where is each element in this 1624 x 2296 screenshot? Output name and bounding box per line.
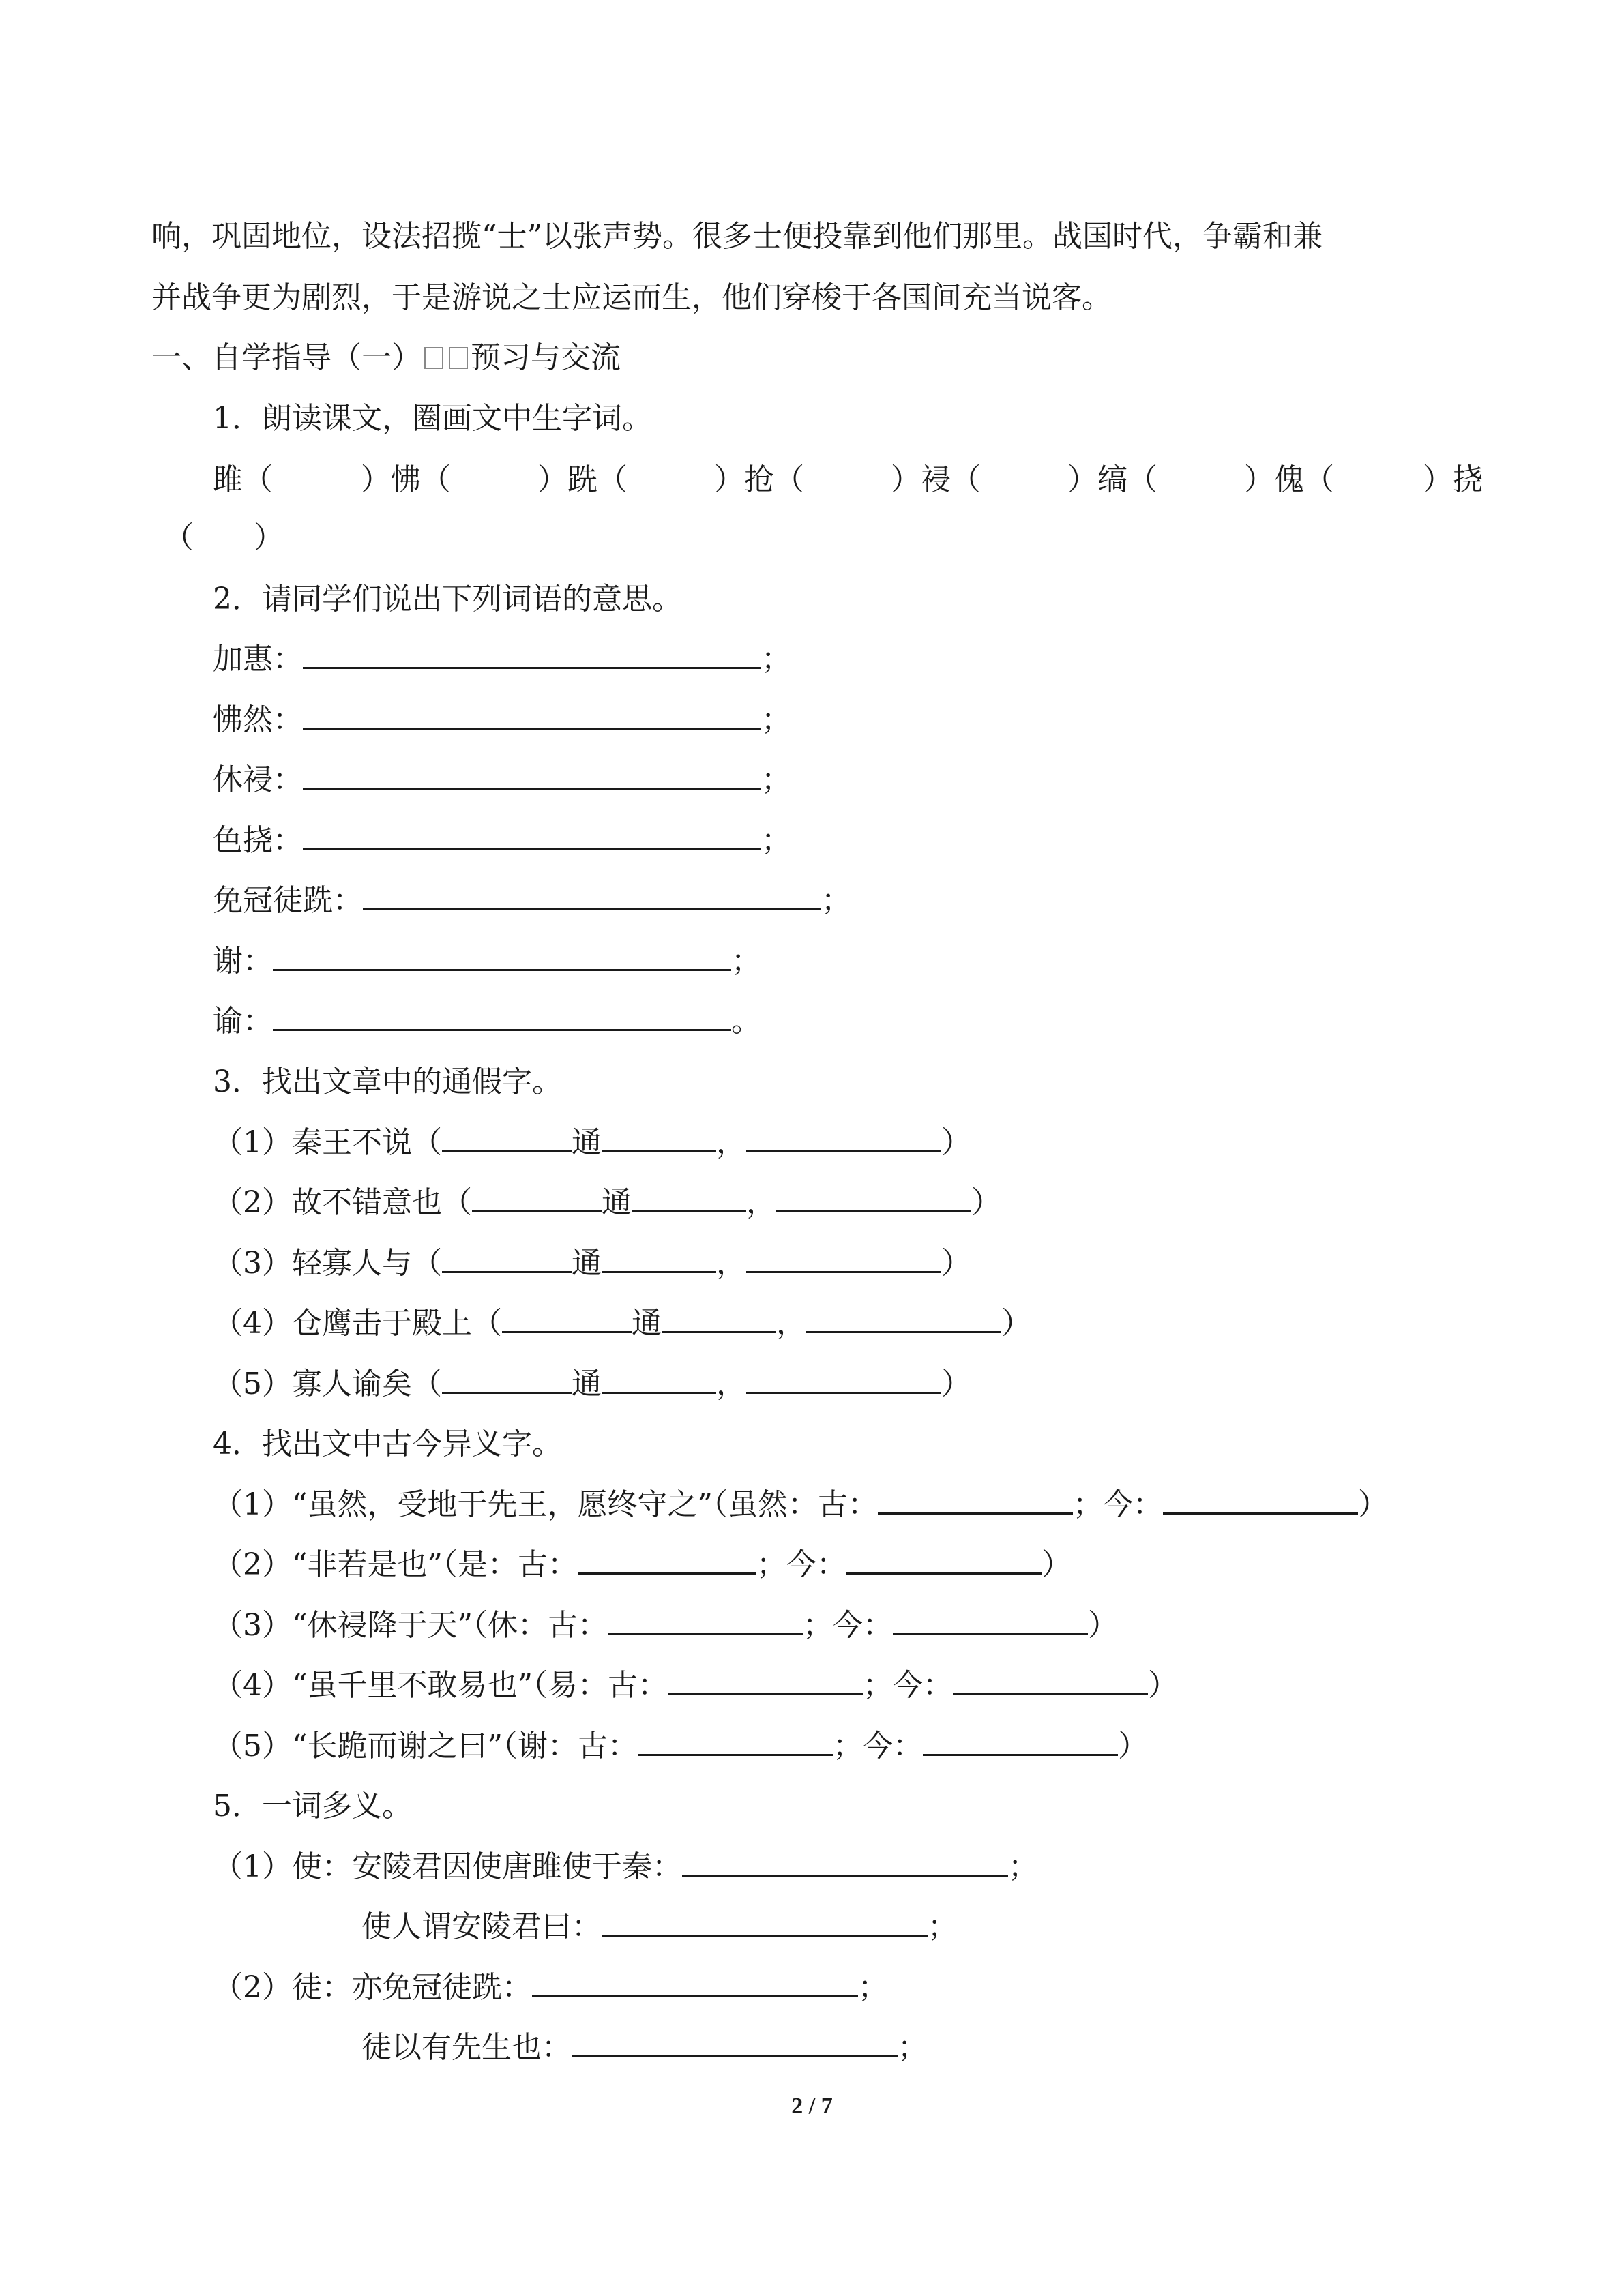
jin-label: ；今： (802, 1608, 893, 1643)
tong-label: 通 (602, 1185, 632, 1220)
answer-blank[interactable] (608, 1606, 803, 1635)
q5-group-head: （2）徒： (213, 1970, 352, 2005)
q3-item-prompt: （1）秦王不说（ (213, 1125, 442, 1160)
comma: ， (716, 1246, 746, 1281)
q2-item-label: 谕： (213, 1004, 273, 1039)
answer-blank[interactable] (572, 2028, 898, 2057)
q5-end: ； (1008, 1849, 1038, 1884)
close-paren: ） (1087, 1608, 1118, 1643)
answer-blank[interactable] (878, 1485, 1073, 1515)
answer-blank[interactable] (682, 1847, 1008, 1877)
q3-item (213, 1173, 1001, 1233)
q1-word: ）祲（ (891, 462, 981, 497)
q1-word: ）挠 (1423, 462, 1483, 497)
q3-item-prompt: （4）仓鹰击于殿上（ (213, 1306, 502, 1341)
q2-item-end: ； (731, 944, 761, 979)
q2-item (213, 690, 791, 750)
q2-title: 2．请同学们说出下列词语的意思。 (213, 582, 682, 616)
close-paren: ） (941, 1246, 971, 1281)
q5-group-line (361, 1897, 958, 1957)
answer-blank[interactable] (638, 1727, 833, 1756)
q5-sentence: 徒以有先生也： (361, 2030, 572, 2065)
q4-item (213, 1535, 1072, 1595)
q4-item-prompt: （1）“虽然，受地于先王，愿终守之”（虽然：古： (213, 1487, 878, 1522)
tong-label: 通 (572, 1246, 602, 1281)
q5-sentence: 亦免冠徒跣： (352, 1970, 532, 2005)
q1-word: ）抢（ (714, 462, 804, 497)
answer-blank[interactable] (303, 760, 761, 790)
q1-word: ）跣（ (537, 462, 628, 497)
q2-item (213, 931, 761, 992)
q2-item-end: ； (821, 883, 851, 918)
answer-blank[interactable] (806, 1304, 1001, 1333)
close-paren: ） (1117, 1729, 1148, 1763)
answer-blank[interactable] (502, 1304, 632, 1333)
q4-item-prompt: （4）“虽千里不敢易也”（易：古： (213, 1668, 668, 1703)
q2-item-end: ； (761, 642, 791, 676)
answer-blank[interactable] (893, 1606, 1088, 1635)
q2-item-label: 加惠： (213, 642, 303, 676)
q5-title: 5．一词多义。 (213, 1789, 412, 1823)
answer-blank[interactable] (472, 1183, 602, 1212)
q4-item-prompt: （2）“非若是也”（是：古： (213, 1547, 578, 1582)
q5-end: ； (928, 1909, 958, 1944)
q1-title: 1．朗读课文，圈画文中生字词。 (213, 401, 652, 436)
answer-blank[interactable] (303, 640, 761, 669)
answer-blank[interactable] (923, 1727, 1118, 1756)
answer-blank[interactable] (746, 1244, 941, 1273)
intro-line-1: 响，巩固地位，设法招揽“士”以张声势。很多士便投靠到他们那里。战国时代，争霸和兼 (151, 219, 1323, 254)
close-paren: ） (1041, 1547, 1072, 1582)
q5-group-line (213, 1837, 1038, 1897)
q5-sentence: 使人谓安陵君曰： (361, 1909, 602, 1944)
q1-word: ）傀（ (1244, 462, 1334, 497)
q3-item (213, 1294, 1031, 1354)
q1-word: 雎（ (213, 462, 273, 497)
section-prefix: 一、自学指导（一） (151, 340, 422, 375)
q2-item (213, 871, 851, 931)
answer-blank[interactable] (953, 1666, 1148, 1695)
jin-label: ；今： (1072, 1487, 1163, 1522)
comma: ， (746, 1185, 776, 1220)
answer-blank[interactable] (1163, 1485, 1358, 1515)
close-paren: ） (1147, 1668, 1178, 1703)
q4-item-prompt: （3）“休祲降于天”（休：古： (213, 1608, 608, 1643)
q4-title: 4．找出文中古今异义字。 (213, 1427, 562, 1461)
tong-label: 通 (572, 1367, 602, 1401)
q3-item (213, 1113, 971, 1173)
placeholder-box-icon (424, 347, 443, 369)
answer-blank[interactable] (442, 1123, 572, 1152)
section-suffix: 预习与交流 (471, 340, 621, 375)
q3-title: 3．找出文章中的通假字。 (213, 1064, 562, 1099)
page-number: 2 / 7 (791, 2093, 833, 2119)
q4-item (213, 1716, 1148, 1776)
q5-group-line (361, 2018, 928, 2078)
close-paren: ） (941, 1367, 971, 1401)
answer-blank[interactable] (662, 1304, 776, 1333)
jin-label: ；今： (756, 1547, 846, 1582)
q1-word: ）缟（ (1067, 462, 1157, 497)
q2-item-end: 。 (731, 1004, 761, 1039)
q3-item-prompt: （2）故不错意也（ (213, 1185, 472, 1220)
q2-item-end: ； (761, 702, 791, 737)
answer-blank[interactable] (776, 1183, 971, 1212)
q2-item-label: 色挠： (213, 823, 303, 858)
answer-blank[interactable] (746, 1123, 941, 1152)
answer-blank[interactable] (363, 881, 821, 910)
q5-end: ； (858, 1970, 888, 2005)
q4-item-prompt: （5）“长跪而谢之曰”（谢：古： (213, 1729, 638, 1763)
answer-blank[interactable] (303, 700, 761, 730)
q5-group-line (213, 1958, 888, 2018)
answer-blank[interactable] (273, 1002, 731, 1031)
answer-blank[interactable] (602, 1365, 716, 1394)
intro-line-2: 并战争更为剧烈，于是游说之士应运而生，他们穿梭于各国间充当说客。 (151, 280, 1112, 315)
q2-item (213, 629, 791, 689)
q2-item (213, 992, 761, 1052)
q3-item-prompt: （5）寡人谕矣（ (213, 1367, 442, 1401)
q2-item-end: ； (761, 762, 791, 797)
q5-sentence: 安陵君因使唐雎使于秦： (352, 1849, 682, 1884)
close-paren: ） (971, 1185, 1001, 1220)
q2-item (213, 750, 791, 810)
q2-item-label: 休祲： (213, 762, 303, 797)
close-paren: ） (1357, 1487, 1388, 1522)
tong-label: 通 (632, 1306, 662, 1341)
answer-blank[interactable] (303, 821, 761, 850)
q2-item (213, 811, 791, 871)
answer-blank[interactable] (442, 1244, 572, 1273)
q1-word: ）怫（ (361, 462, 451, 497)
answer-blank[interactable] (578, 1545, 756, 1575)
q2-item-end: ； (761, 823, 791, 858)
answer-blank[interactable] (602, 1123, 716, 1152)
q4-item (213, 1656, 1178, 1716)
answer-blank[interactable] (846, 1545, 1042, 1575)
q5-end: ； (898, 2030, 928, 2065)
comma: ， (776, 1306, 806, 1341)
close-paren: ） (941, 1125, 971, 1160)
tong-label: 通 (572, 1125, 602, 1160)
jin-label: ；今： (832, 1729, 923, 1763)
section-heading (151, 328, 621, 388)
q3-item (213, 1354, 971, 1414)
answer-blank[interactable] (602, 1907, 928, 1937)
answer-blank[interactable] (532, 1968, 858, 1997)
comma: ， (716, 1125, 746, 1160)
placeholder-box-icon (449, 347, 468, 369)
close-paren: ） (1001, 1306, 1031, 1341)
q5-group-head: （1）使： (213, 1849, 352, 1884)
q2-item-label: 免冠徒跣： (213, 883, 363, 918)
q1-tail: （ ） (164, 520, 284, 555)
answer-blank[interactable] (442, 1365, 572, 1394)
answer-blank[interactable] (273, 942, 731, 971)
answer-blank[interactable] (632, 1183, 746, 1212)
jin-label: ；今： (862, 1668, 953, 1703)
answer-blank[interactable] (602, 1244, 716, 1273)
q3-item (213, 1234, 971, 1294)
q4-item (213, 1596, 1118, 1656)
q1-words-row (213, 450, 1509, 510)
q4-item (213, 1475, 1388, 1535)
q2-item-label: 怫然： (213, 702, 303, 737)
comma: ， (716, 1367, 746, 1401)
answer-blank[interactable] (746, 1365, 941, 1394)
answer-blank[interactable] (668, 1666, 863, 1695)
q2-item-label: 谢： (213, 944, 273, 979)
q3-item-prompt: （3）轻寡人与（ (213, 1246, 442, 1281)
